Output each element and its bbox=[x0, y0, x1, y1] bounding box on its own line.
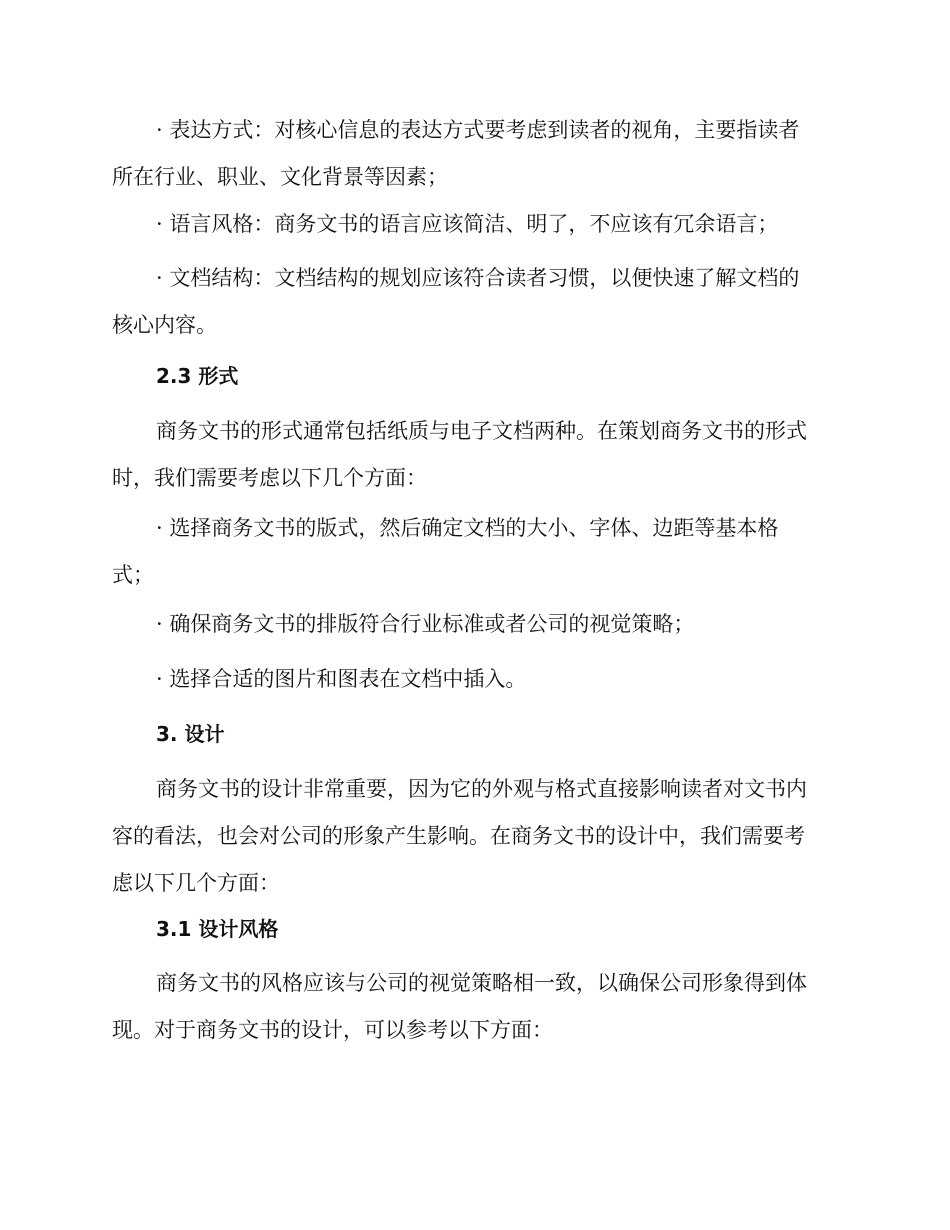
text-line: 现。对于商务文书的设计，可以参考以下方面： bbox=[112, 1018, 553, 1042]
section-heading-3-1: 3.1 设计风格 bbox=[156, 917, 279, 941]
text-line: 商务文书的形式通常包括纸质与电子文档两种。在策划商务文书的形式 bbox=[156, 419, 807, 443]
text-line: 容的看法，也会对公司的形象产生影响。在商务文书的设计中，我们需要考 bbox=[112, 824, 805, 848]
text-line: 核心内容。 bbox=[112, 313, 217, 337]
bullet-choose-layout bbox=[112, 505, 832, 599]
text-line: · 表达方式：对核心信息的表达方式要考虑到读者的视角，主要指读者 bbox=[156, 118, 800, 142]
paragraph-design-intro bbox=[112, 766, 832, 907]
bullet-typesetting-standard bbox=[112, 601, 832, 648]
text-line: · 确保商务文书的排版符合行业标准或者公司的视觉策略； bbox=[156, 612, 695, 636]
text-line: 式； bbox=[112, 563, 154, 587]
bullet-images-charts bbox=[112, 656, 832, 703]
bullet-document-structure bbox=[112, 255, 832, 349]
bullet-expression-style bbox=[112, 107, 832, 201]
text-line: · 选择商务文书的版式，然后确定文档的大小、字体、边距等基本格 bbox=[156, 516, 779, 540]
text-line: · 文档结构：文档结构的规划应该符合读者习惯，以便快速了解文档的 bbox=[156, 266, 800, 290]
text-line: · 选择合适的图片和图表在文档中插入。 bbox=[156, 667, 527, 691]
text-line: 时，我们需要考虑以下几个方面： bbox=[112, 466, 427, 490]
bullet-language-style bbox=[112, 201, 832, 248]
section-heading-2-3: 2.3 形式 bbox=[156, 364, 239, 388]
text-line: 商务文书的风格应该与公司的视觉策略相一致，以确保公司形象得到体 bbox=[156, 971, 807, 995]
text-line: 虑以下几个方面： bbox=[112, 871, 280, 895]
text-line: 所在行业、职业、文化背景等因素； bbox=[112, 165, 448, 189]
paragraph-design-style bbox=[112, 960, 832, 1054]
text-line: · 语言风格：商务文书的语言应该简洁、明了，不应该有冗余语言； bbox=[156, 212, 779, 236]
paragraph-form-intro bbox=[112, 408, 832, 502]
section-heading-3: 3. 设计 bbox=[156, 722, 225, 746]
text-line: 商务文书的设计非常重要，因为它的外观与格式直接影响读者对文书内 bbox=[156, 777, 807, 801]
